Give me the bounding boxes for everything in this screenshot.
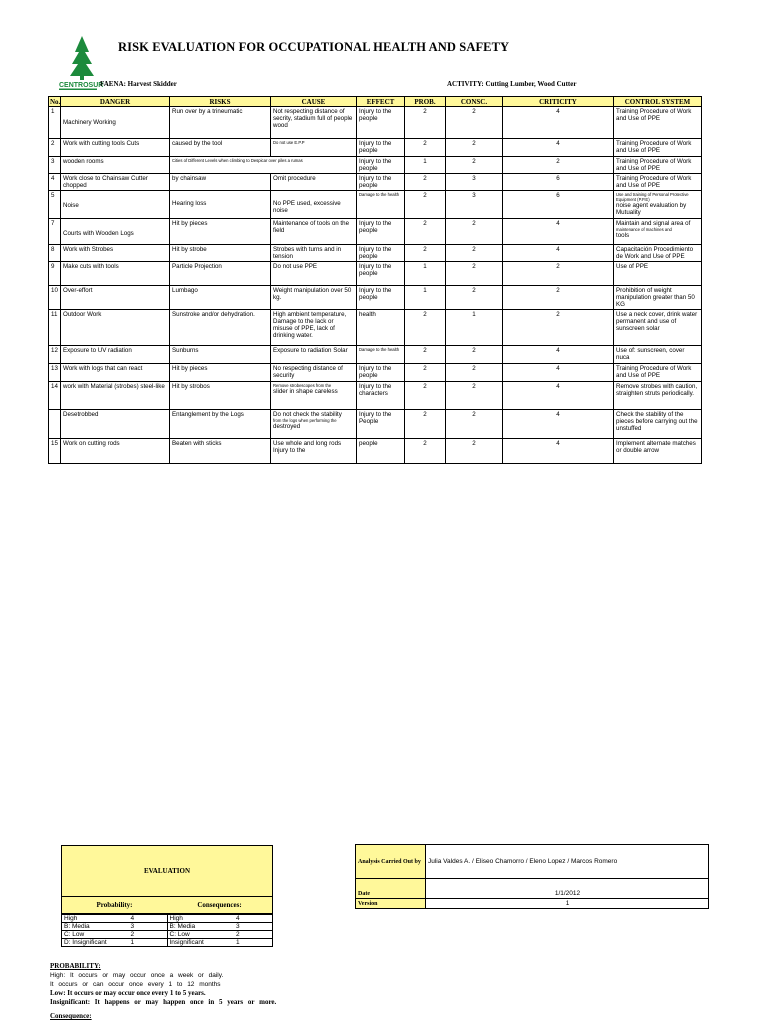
cell-control: Remove strobes with caution, straighten struts periodically. — [614, 382, 702, 410]
cell-risks: Lumbago — [170, 286, 271, 310]
consequences-header: Consequences: — [197, 901, 242, 909]
cell-consc: 3 — [446, 191, 503, 219]
version-label: Version — [356, 899, 426, 909]
cell-cause-text: Do not use E.P.P — [273, 140, 305, 145]
cell-cause: No respecting distance of security — [271, 364, 357, 382]
cons-label: B: Media — [169, 923, 196, 930]
legend-line: Low: It occurs or may occur once every 1 to 5 years. — [50, 989, 206, 997]
cell-prob: 2 — [405, 310, 446, 346]
cell-criticity: 4 — [503, 439, 614, 464]
cell-prob: 2 — [405, 382, 446, 410]
cons-label: High — [169, 915, 183, 922]
cell-risks: Hit by strobos — [170, 382, 271, 410]
cell-effect: Injury to the people — [357, 157, 405, 174]
cell-consc: 2 — [446, 364, 503, 382]
cell-danger: Desetrobbed — [61, 410, 170, 439]
cell-prob: 1 — [405, 262, 446, 286]
cell-effect — [357, 410, 405, 439]
cell-effect-text: People — [359, 418, 379, 425]
cell-danger: Exposure to UV radiation — [61, 346, 170, 364]
cell-criticity: 4 — [503, 410, 614, 439]
table-row — [49, 139, 702, 157]
cell-no: 8 — [49, 245, 61, 262]
cell-danger-text: Noise — [63, 202, 79, 209]
cell-criticity: 4 — [503, 382, 614, 410]
cell-prob: 2 — [405, 107, 446, 139]
cell-cause: Strobes with turns and in tension — [271, 245, 357, 262]
cell-danger: Work with cutting tools Cuts — [61, 139, 170, 157]
cell-criticity: 2 — [503, 286, 614, 310]
cell-effect: Injury to the characters — [357, 382, 405, 410]
cell-prob: 2 — [405, 174, 446, 191]
tree-logo-icon — [70, 36, 94, 80]
cell-consc: 1 — [446, 310, 503, 346]
page-title: RISK EVALUATION FOR OCCUPATIONAL HEALTH AND SAFETY — [118, 40, 510, 54]
cell-control-small: maintenance of machines and — [616, 227, 672, 232]
evaluation-subheader — [62, 897, 272, 914]
cell-cause-text: Do not check the stability — [273, 411, 342, 418]
table-header-row — [49, 97, 702, 107]
cell-criticity: 4 — [503, 107, 614, 139]
cell-risks: by chainsaw — [170, 174, 271, 191]
table-row — [49, 245, 702, 262]
header-prob: PROB. — [405, 97, 446, 107]
cell-no: 12 — [49, 346, 61, 364]
header-criticity: CRITICITY — [503, 97, 614, 107]
legend-probability-header: PROBABILITY: — [50, 962, 101, 970]
cell-criticity: 2 — [503, 310, 614, 346]
cell-control-text: noise agent evaluation by Mutuality — [616, 202, 687, 216]
cell-cause-text: slider in shape careless — [273, 388, 338, 395]
cell-criticity: 6 — [503, 174, 614, 191]
logo-text: CENTROSUR — [59, 82, 104, 89]
analysis-table — [355, 844, 709, 909]
cell-control-text: Maintain and signal area of — [616, 220, 691, 227]
cell-risks: Beaten with sticks — [170, 439, 271, 464]
cell-danger: Make cuts with tools — [61, 262, 170, 286]
cell-effect — [357, 346, 405, 364]
evaluation-row — [62, 914, 272, 922]
legend-line: Insignificant: It happens or may happen once in 5 years or more. — [50, 998, 277, 1006]
header-cause: CAUSE — [271, 97, 357, 107]
cell-effect-text: Damage to the health — [359, 192, 400, 197]
cell-no: 14 — [49, 382, 61, 410]
cons-value: 4 — [236, 915, 240, 922]
cell-control: Training Procedure of Work and Use of PPE — [614, 364, 702, 382]
cell-cause — [271, 191, 357, 219]
prob-label: High — [64, 915, 78, 922]
cell-control: Use a neck cover, drink water permanent and use of sunscreen solar — [614, 310, 702, 346]
cell-criticity: 6 — [503, 191, 614, 219]
evaluation-row — [62, 930, 272, 938]
cell-consc: 2 — [446, 245, 503, 262]
cell-prob: 2 — [405, 439, 446, 464]
prob-label: C: Low — [64, 931, 85, 938]
prob-label: B: Media — [64, 923, 90, 930]
cell-cause: Use whole and long rods Injury to the — [271, 439, 357, 464]
cell-consc: 2 — [446, 157, 503, 174]
prob-value: 4 — [130, 915, 135, 922]
cell-no: 5 — [49, 191, 61, 219]
cell-risks: Hit by strobe — [170, 245, 271, 262]
table-row — [49, 191, 702, 219]
cell-effect: Injury to the people — [357, 219, 405, 245]
cell-control-tail: tools — [616, 232, 630, 239]
cell-prob: 2 — [405, 346, 446, 364]
cell-effect: Injury to the people — [357, 286, 405, 310]
legend-line: High: It occurs or may occur once a week or daily. — [50, 972, 224, 979]
cell-consc: 2 — [446, 219, 503, 245]
cell-control: Training Procedure of Work and Use of PPE — [614, 174, 702, 191]
header-danger: DANGER — [61, 97, 170, 107]
cell-cause-text: No PPE used, excessive noise — [273, 200, 341, 214]
cell-control: Capacitación Procedimiento de Work and Use of PPE — [614, 245, 702, 262]
analysis-row — [356, 899, 709, 909]
table-row — [49, 157, 702, 174]
cell-consc: 3 — [446, 174, 503, 191]
prob-value: 3 — [130, 923, 135, 930]
cell-cause — [271, 410, 357, 439]
cell-cause: Do not use PPE — [271, 262, 357, 286]
cell-risks — [170, 157, 357, 174]
cell-risks — [170, 191, 271, 219]
cons-value: 1 — [236, 939, 240, 946]
cell-effect: Injury to the people — [357, 174, 405, 191]
cell-prob: 2 — [405, 364, 446, 382]
cell-risks: caused by the tool — [170, 139, 271, 157]
cell-consc: 2 — [446, 346, 503, 364]
cell-control: Check the stability of the pieces before carrying out the unstuffed — [614, 410, 702, 439]
cell-danger-text: Courts with Wooden Logs — [63, 230, 134, 237]
risk-table — [48, 96, 702, 464]
cell-consc: 2 — [446, 139, 503, 157]
cons-value: 2 — [236, 931, 240, 938]
evaluation-box — [61, 845, 273, 947]
date-label: Date — [356, 879, 426, 899]
cell-risks: Entanglement by the Logs — [170, 410, 271, 439]
evaluation-row — [62, 922, 272, 930]
analysis-row — [356, 845, 709, 879]
cell-control: Training Procedure of Work and Use of PPE — [614, 139, 702, 157]
cell-danger — [61, 191, 170, 219]
prob-value: 1 — [130, 939, 135, 946]
cell-cause-tail: destroyed — [273, 423, 301, 430]
cell-danger-text: Machinery Working — [63, 119, 116, 126]
table-row — [49, 286, 702, 310]
cons-label: C: Low — [169, 931, 190, 938]
cell-consc: 2 — [446, 382, 503, 410]
cell-cause: Weight manipulation over 50 kg. — [271, 286, 357, 310]
version-value: 1 — [426, 899, 709, 909]
cell-danger: Over-effort — [61, 286, 170, 310]
cell-effect: Injury to the people — [357, 364, 405, 382]
cell-criticity: 4 — [503, 139, 614, 157]
cell-control: Training Procedure of Work and Use of PPE — [614, 107, 702, 139]
cell-no — [49, 410, 61, 439]
cell-prob: 2 — [405, 219, 446, 245]
cell-no: 13 — [49, 364, 61, 382]
cell-cause: High ambient temperature, Damage to the lack or misuse of PPE, lack of drinking water. — [271, 310, 357, 346]
cell-control — [614, 219, 702, 245]
analysis-by-label: Analysis Carried Out by — [356, 845, 426, 879]
cell-danger — [61, 107, 170, 139]
cell-risks: Run over by a trineumatic — [170, 107, 271, 139]
cell-cause-small: from the logs when performing the — [273, 418, 337, 423]
legend-line: It occurs or can occur once every 1 to 12 months — [50, 981, 221, 988]
cell-cause — [271, 139, 357, 157]
cell-danger: wooden rooms — [61, 157, 170, 174]
prob-value: 2 — [130, 931, 135, 938]
cell-risks: Particle Projection — [170, 262, 271, 286]
cell-risks: Hit by pieces — [170, 364, 271, 382]
cell-danger — [61, 219, 170, 245]
cell-no: 3 — [49, 157, 61, 174]
evaluation-row — [62, 938, 272, 946]
table-row — [49, 410, 702, 439]
cell-danger: Work with Strobes — [61, 245, 170, 262]
cell-danger: Work close to Chainsaw Cutter chopped — [61, 174, 170, 191]
cell-effect: Injury to the people — [357, 139, 405, 157]
analysis-by-value: Julia Valdes A. / Eliseo Chamorro / Eleno Lopez / Marcos Romero — [426, 845, 709, 879]
cell-control — [614, 191, 702, 219]
cell-control: Use of PPE — [614, 262, 702, 286]
cell-criticity: 4 — [503, 245, 614, 262]
cell-no: 4 — [49, 174, 61, 191]
cell-risks-text: Hearing loss — [172, 200, 207, 207]
cell-consc: 2 — [446, 439, 503, 464]
cons-value: 3 — [236, 923, 240, 930]
cell-effect: Injury to the people — [357, 245, 405, 262]
cell-effect-pre: Injury to the — [359, 411, 392, 418]
cell-cause: Omit procedure — [271, 174, 357, 191]
cell-prob: 2 — [405, 410, 446, 439]
table-row — [49, 382, 702, 410]
cell-consc: 2 — [446, 262, 503, 286]
cell-prob: 2 — [405, 139, 446, 157]
table-row — [49, 364, 702, 382]
cell-control: Implement alternate matches or double arrow — [614, 439, 702, 464]
cell-effect: people — [357, 439, 405, 464]
cell-danger: work with Material (strobes) steel-like — [61, 382, 170, 410]
cell-criticity: 4 — [503, 346, 614, 364]
prob-label: D: Insignificant — [64, 939, 107, 946]
cell-prob: 1 — [405, 157, 446, 174]
header-control: CONTROL SYSTEM — [614, 97, 702, 107]
cell-effect — [357, 191, 405, 219]
header-effect: EFFECT — [357, 97, 405, 107]
cell-risks: Sunstroke and/or dehydration. — [170, 310, 271, 346]
cell-prob: 2 — [405, 245, 446, 262]
cell-criticity: 4 — [503, 219, 614, 245]
cell-prob: 2 — [405, 191, 446, 219]
cell-risks: Sunburns — [170, 346, 271, 364]
cell-criticity: 2 — [503, 157, 614, 174]
centrosur-logo — [58, 36, 104, 90]
cell-control: Use of: sunscreen, cover nuca — [614, 346, 702, 364]
cell-consc: 2 — [446, 410, 503, 439]
cell-criticity: 4 — [503, 364, 614, 382]
table-row — [49, 219, 702, 245]
cell-no: 15 — [49, 439, 61, 464]
cell-risks-text: Cities of Different Levels when climbing to Despicar over piles a rumas — [172, 158, 303, 163]
cell-control: Prohibition of weight manipulation greater than 50 KG — [614, 286, 702, 310]
header-consc: CONSC. — [446, 97, 503, 107]
cell-cause: Maintenance of tools on the field — [271, 219, 357, 245]
cell-danger: Work on cutting rods — [61, 439, 170, 464]
cell-no: 9 — [49, 262, 61, 286]
table-row — [49, 107, 702, 139]
activity-label: ACTIVITY: Cutting Lumber, Wood Cutter — [447, 80, 577, 88]
faena-label: FAENA: Harvest Skidder — [100, 80, 177, 88]
cell-cause: Not respecting distance of secrity, stadium full of people wood — [271, 107, 357, 139]
cell-risks: Hit by pieces — [170, 219, 271, 245]
probability-header: Probability: — [96, 901, 133, 909]
cell-prob: 1 — [405, 286, 446, 310]
cell-effect: health — [357, 310, 405, 346]
cell-effect: Injury to the people — [357, 107, 405, 139]
cell-no: 2 — [49, 139, 61, 157]
cell-danger: Outdoor Work — [61, 310, 170, 346]
cell-control-small: Use and training of Personal Protective Equipment (P.P.E) — [616, 192, 689, 202]
cell-danger: Work with logs that can react — [61, 364, 170, 382]
table-row — [49, 439, 702, 464]
table-row — [49, 262, 702, 286]
analysis-row — [356, 879, 709, 899]
table-row — [49, 346, 702, 364]
cell-control: Training Procedure of Work and Use of PPE — [614, 157, 702, 174]
header-no: No. — [50, 97, 61, 106]
cell-effect: Injury to the people — [357, 262, 405, 286]
cons-label: Insignificant — [169, 939, 204, 946]
date-value: 1/1/2012 — [426, 879, 709, 899]
cell-no: 1 — [49, 107, 61, 139]
table-row — [49, 174, 702, 191]
header-risks: RISKS — [170, 97, 271, 107]
cell-cause — [271, 382, 357, 410]
legend-consequence-header: Consequence: — [50, 1012, 92, 1020]
legend — [50, 962, 276, 1021]
cell-no: 7 — [49, 219, 61, 245]
cell-no: 11 — [49, 310, 61, 346]
cell-effect-text: Damage to the health — [359, 347, 400, 352]
cell-criticity: 2 — [503, 262, 614, 286]
cell-consc: 2 — [446, 286, 503, 310]
cell-cause: Exposure to radiation Solar — [271, 346, 357, 364]
table-row — [49, 310, 702, 346]
cell-no: 10 — [49, 286, 61, 310]
cell-cause-small: Remove strobescopes from the — [273, 383, 332, 388]
cell-consc: 2 — [446, 107, 503, 139]
evaluation-title: EVALUATION — [62, 846, 272, 897]
